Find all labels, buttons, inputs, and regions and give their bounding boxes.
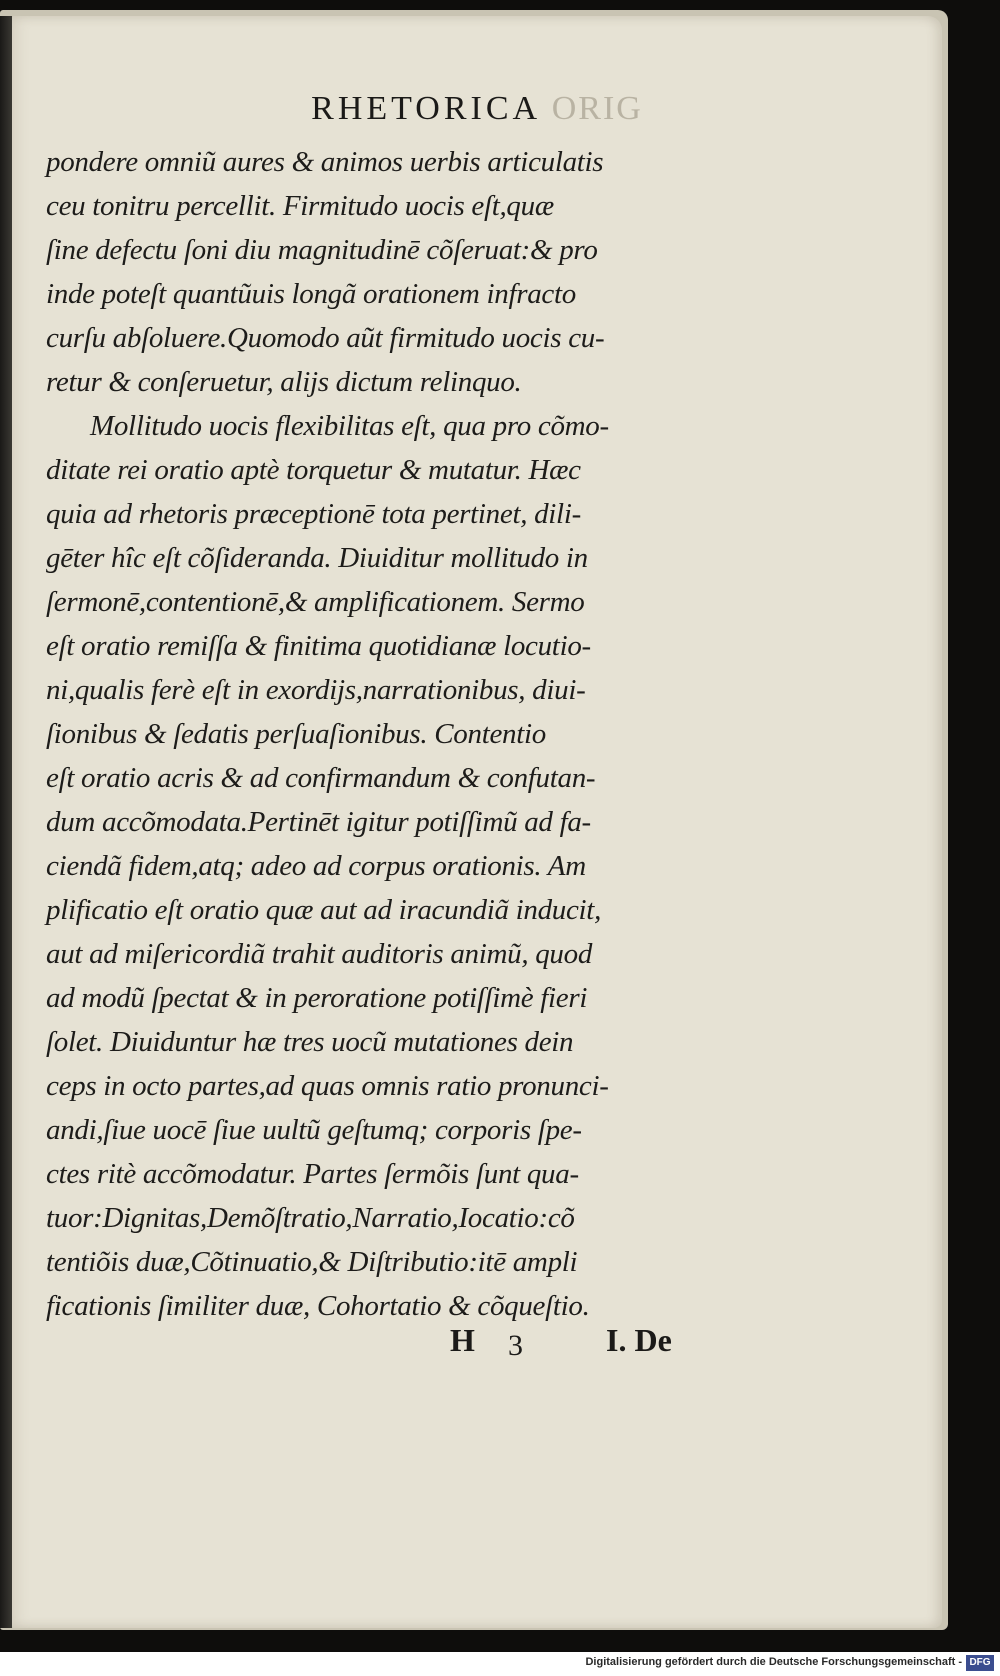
digitization-footer xyxy=(0,1652,1000,1676)
text-line: dum accõmodata.Pertinēt igitur potiſſimũ ad fa- xyxy=(46,806,591,838)
running-head xyxy=(12,90,942,128)
text-line: retur & conſeruetur, alijs dictum relinquo. xyxy=(46,366,522,398)
running-head-bleed: ORIG xyxy=(551,90,643,127)
text-line: andi,ſiue uocē ſiue uultũ geſtumq; corporis ſpe- xyxy=(46,1114,582,1146)
text-line: ad modũ ſpectat & in peroratione potiſſimè fieri xyxy=(46,982,588,1014)
body-text xyxy=(46,140,716,1328)
text-line: plificatio eſt oratio quæ aut ad iracundiã inducit, xyxy=(46,894,602,926)
running-head-title: RHETORICA xyxy=(311,90,540,127)
text-line: ciendã fidem,atq; adeo ad corpus orationis. Am xyxy=(46,850,586,882)
text-line: aut ad miſericordiã trahit auditoris animũ, quod xyxy=(46,938,593,970)
text-line: eſt oratio acris & ad confirmandum & confutan- xyxy=(46,762,596,794)
text-line: gēter hîc eſt cõſideranda. Diuiditur mollitudo in xyxy=(46,542,588,574)
text-line: curſu abſoluere.Quomodo aũt firmitudo uocis cu- xyxy=(46,322,605,354)
text-line: ficationis ſimiliter duæ, Cohortatio & cõqueſtio. xyxy=(46,1290,590,1322)
text-line: ceu tonitru percellit. Firmitudo uocis eſt,quæ xyxy=(46,190,554,222)
catchword: I. De xyxy=(606,1322,672,1358)
dfg-logo-icon: DFG xyxy=(966,1655,994,1671)
text-line: ſionibus & ſedatis perſuaſionibus. Contentio xyxy=(46,718,546,750)
text-line: ſermonē,contentionē,& amplificationem. Sermo xyxy=(46,586,585,618)
signature-number: 3 xyxy=(508,1329,523,1362)
text-line: tentiõis duæ,Cõtinuatio,& Diſtributio:itē ampli xyxy=(46,1246,578,1278)
book-page xyxy=(12,16,942,1628)
text-line: pondere omniũ aures & animos uerbis articulatis xyxy=(46,146,604,178)
text-line: ni,qualis ferè eſt in exordijs,narrationibus, diui- xyxy=(46,674,586,706)
text-line: inde poteſt quantũuis longã orationem infracto xyxy=(46,278,576,310)
binding-gutter xyxy=(0,16,12,1628)
text-line: ctes ritè accõmodatur. Partes ſermõis ſunt qua- xyxy=(46,1158,579,1190)
text-line: tuor:Dignitas,Demõſtratio,Narratio,Iocatio:cõ xyxy=(46,1202,575,1234)
text-line: eſt oratio remiſſa & finitima quotidianæ locutio- xyxy=(46,630,591,662)
signature-line xyxy=(46,1318,716,1362)
text-line: ſine defectu ſoni diu magnitudinē cõſeruat:& pro xyxy=(46,234,598,266)
footer-credit: Digitalisierung gefördert durch die Deutsche Forschungsgemeinschaft - xyxy=(585,1656,962,1668)
signature-mark: H xyxy=(450,1322,475,1358)
text-line: Mollitudo uocis flexibilitas eſt, qua pro cõmo- xyxy=(90,410,609,442)
text-line: quia ad rhetoris præceptionē tota pertinet, dili- xyxy=(46,498,581,530)
text-line: ſolet. Diuiduntur hæ tres uocũ mutationes dein xyxy=(46,1026,574,1058)
text-line: ceps in octo partes,ad quas omnis ratio pronunci- xyxy=(46,1070,609,1102)
text-line: ditate rei oratio aptè torquetur & mutatur. Hæc xyxy=(46,454,581,486)
